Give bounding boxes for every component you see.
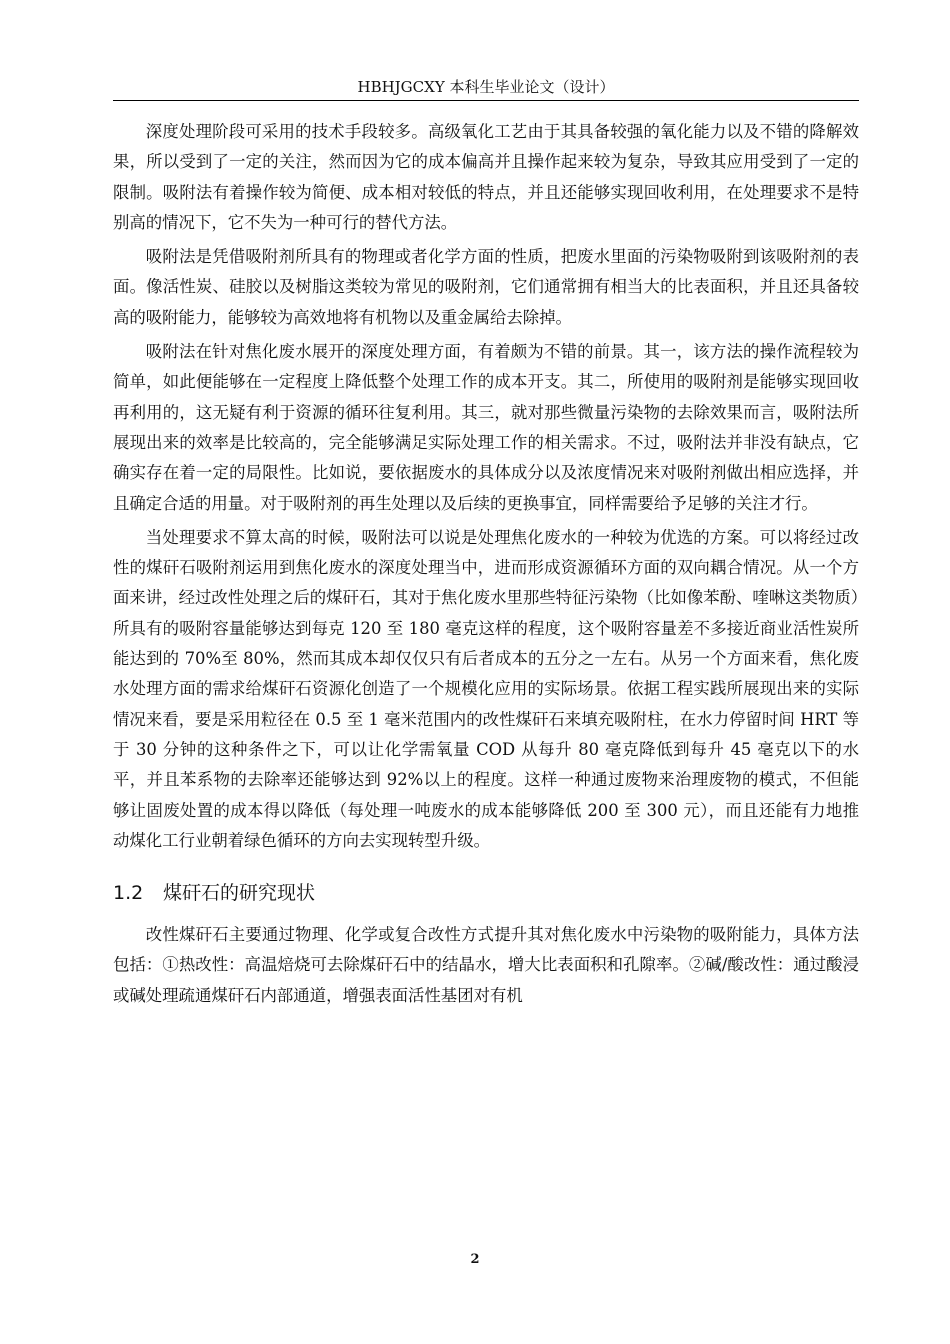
paragraph: 吸附法是凭借吸附剂所具有的物理或者化学方面的性质，把废水里面的污染物吸附到该吸附剂的表面。像活性炭、硅胶以及树脂这类较为常见的吸附剂，它们通常拥有相当大的比表面积，并且还具备较高的吸附能力，能够较为高效地将有机物以及重金属给去除掉。 (113, 247, 859, 327)
paragraph: 改性煤矸石主要通过物理、化学或复合改性方式提升其对焦化废水中污染物的吸附能力，具体方法包括：①热改性：高温焙烧可去除煤矸石中的结晶水，增大比表面积和孔隙率。②碱/酸改性：通过酸浸或碱处理疏通煤矸石内部通道，增强表面活性基团对有机 (113, 925, 859, 1005)
paragraph: 深度处理阶段可采用的技术手段较多。高级氧化工艺由于其具备较强的氧化能力以及不错的降解效果，所以受到了一定的关注，然而因为它的成本偏高并且操作起来较为复杂，导致其应用受到了一定的限制。吸附法有着操作较为简便、成本相对较低的特点，并且还能够实现回收利用，在处理要求不是特别高的情况下，它不失为一种可行的替代方法。 (113, 122, 859, 232)
page-number: 2 (470, 1252, 480, 1267)
section-title: 煤矸石的研究现状 (163, 882, 316, 905)
paragraph: 当处理要求不算太高的时候，吸附法可以说是处理焦化废水的一种较为优选的方案。可以将经过改性的煤矸石吸附剂运用到焦化废水的深度处理当中，进而形成资源循环方面的双向耦合情况。从一个方面来讲，经过改性处理之后的煤矸石，其对于焦化废水里那些特征污染物（比如像苯酚、喹啉这类物质）所具有的吸附容量能够达到每克 120 至 180 毫克这样的程度，这个吸附容量差不多接近商业活性炭所能达到的 70%至 80%，然而其成本却仅仅只有后者成本的五分之一左右。从另一个方面来看，焦化废水处理方面的需求给煤矸石资源化创造了一个规模化应用的实际场景。依据工程实践所展现出来的实际情况来看，要是采用粒径在 0.5 至 1 毫米范围内的改性煤矸石来填充吸附柱，在水力停留时间 HRT 等于 30 分钟的这种条件之下，可以让化学需氧量 COD 从每升 80 毫克降低到每升 45 毫克以下的水平，并且苯系物的去除率还能够达到 92%以上的程度。这样一种通过废物来治理废物的模式，不但能够让固废处置的成本得以降低（每处理一吨废水的成本能够降低 200 至 300 元），而且还能有力地推动煤化工行业朝着绿色循环的方向去实现转型升级。 (113, 527, 859, 850)
paragraph: 吸附法在针对焦化废水展开的深度处理方面，有着颇为不错的前景。其一，该方法的操作流程较为简单，如此便能够在一定程度上降低整个处理工作的成本开支。其二，所使用的吸附剂是能够实现回收再利用的，这无疑有利于资源的循环往复利用。其三，就对那些微量污染物的去除效果而言，吸附法所展现出来的效率是比较高的，完全能够满足实际处理工作的相关需求。不过，吸附法并非没有缺点，它确实存在着一定的局限性。比如说，要依据废水的具体成分以及浓度情况来对吸附剂做出相应选择，并且确定合适的用量。对于吸附剂的再生处理以及后续的更换事宜，同样需要给予足够的关注才行。 (113, 342, 859, 513)
body-text (113, 117, 859, 1015)
section-number: 1.2 (113, 882, 144, 905)
section-heading (113, 878, 859, 908)
running-header: HBHJGCXY 本科生毕业论文（设计） (113, 77, 859, 101)
